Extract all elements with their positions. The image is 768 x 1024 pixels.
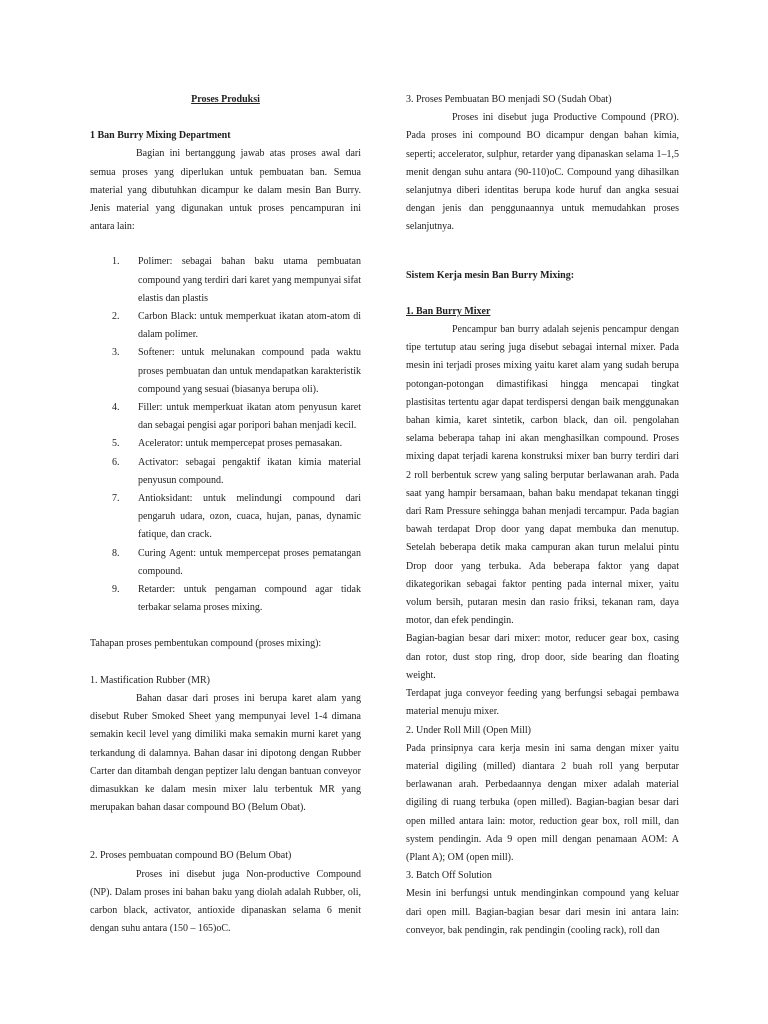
mixer-paragraph: Pencampur ban burry adalah sejenis pencampur dengan tipe tertutup atau sering juga disebut sebagai internal mixer. Pada mesin ini terjadi proses mixing yaitu karet alam yang sudah berupa potongan-potongan dimastifikasi hingga mencapai tingkat plastisitas tertentu agar dapat terdispersi dengan baik menggunakan bahan kimia, karet sintetik, carbon black, dan oil. pengolahan selama beberapa tahap ini akan menghasilkan compound. Proses mixing dapat terjadi karena konstruksi mixer ban burry terdiri dari 2 roll berbentuk screw yang saling berputar berlawanan arah. Pada saat yang hampir bersamaan, bahan baku mendapat tekanan tinggi dari Ram Pressure sehingga bahan menjadi tercampur. Pada bagian bawah terdapat Drop door yang dapat membuka dan menutup. Setelah beberapa detik maka campuran akan turun melalui pintu Drop door yang terbuka. Ada beberapa faktor yang dapat dikategorikan sebagai faktor penting pada internal mixer, yaitu volum bersih, putaran mesin dan rasio friksi, tekanan ram, daya motor, dan efek pendingin. (406, 324, 679, 627)
list-number: 9. (112, 584, 120, 596)
list-text: Polimer: sebagai bahan baku utama pembuatan compound yang terdiri dari karet yang mempunyai sifat elastis dan plastis (138, 256, 361, 304)
list-text: Filler: untuk memperkuat ikatan atom penyusun karet dan sebagai pengisi agar poripori bahan menjadi kecil. (138, 402, 361, 432)
list-item (90, 253, 361, 308)
list-number: 8. (112, 547, 120, 559)
conveyor-paragraph: Terdapat juga conveyor feeding yang berfungsi sebagai pembawa material menuju mixer. (406, 688, 679, 718)
list-number: 4. (112, 402, 120, 414)
list-item (90, 399, 361, 435)
bo-heading: 2. Proses pembuatan compound BO (Belum Obat) (90, 850, 292, 862)
list-number: 5. (112, 438, 120, 450)
list-text: Acelerator: untuk mempercepat proses pemasakan. (138, 438, 343, 450)
list-text: Curing Agent: untuk mempercepat proses pematangan compound. (138, 547, 361, 577)
so-paragraph: Proses ini disebut juga Productive Compound (PRO). Pada proses ini compound BO dicampur dengan bahan kimia, seperti; accelerator, sulphur, retarder yang dipanaskan selama 1–1,5 menit dengan suhu antara (90-110)oC. Compound yang dihasilkan selanjutnya diberi identitas berupa kode huruf dan angka sesuai dengan jenis dan penggunaannya untuk memudahkan proses selanjutnya. (406, 112, 679, 233)
mr-heading: 1. Mastification Rubber (MR) (90, 674, 210, 686)
list-item (90, 435, 361, 453)
mixer-heading: 1. Ban Burry Mixer (406, 305, 491, 317)
list-text: Antioksidant: untuk melindungi compound dari pengaruh udara, ozon, cuaca, hujan, panas, dynamic fatique, dan crack. (138, 493, 361, 541)
list-number: 3. (112, 347, 120, 359)
page-title: Proses Produksi (191, 94, 260, 105)
list-item (90, 308, 361, 344)
bo-paragraph: Proses ini disebut juga Non-productive Compound (NP). Dalam proses ini bahan baku yang diolah adalah Rubber, oli, carbon black, activator, antioxide dipanaskan selama 6 menit dengan suhu antara (150 – 165)oC. (90, 868, 361, 935)
left-column (90, 91, 361, 938)
list-item (90, 454, 361, 490)
so-heading: 3. Proses Pembuatan BO menjadi SO (Sudah Obat) (406, 94, 612, 105)
list-item (90, 490, 361, 545)
list-number: 1. (112, 256, 120, 268)
roll-paragraph: Pada prinsipnya cara kerja mesin ini sama dengan mixer yaitu material digiling (milled) diantara 2 buah roll yang berputar berlawanan arah. Perbedaannya dengan mixer adalah material digiling di ruang terbuka (open milled). Bagian-bagian besar dari open milled antara lain: motor, reduction gear box, roll mill, dan system pendingin. Ada 9 open mill dengan penamaan AOM: A (Plant A); OM (open mill). (406, 742, 679, 863)
right-column (406, 91, 679, 940)
list-text: Retarder: untuk pengaman compound agar tidak terbakar selama proses mixing. (138, 584, 361, 614)
list-item (90, 545, 361, 581)
intro-paragraph: Bagian ini bertanggung jawab atas proses awal dari semua proses yang diperlukan untuk pembuatan ban. Semua material yang dibutuhkan dicampur ke dalam mesin Ban Burry. Jenis material yang digunakan untuk proses pencampuran ini antara lain: (90, 148, 361, 233)
list-item (90, 581, 361, 617)
mr-paragraph: Bahan dasar dari proses ini berupa karet alam yang disebut Ruber Smoked Sheet yang mempunyai level 1-4 dimana semakin kecil level yang dimiliki maka semakin murni karet yang terkandung di dalamnya. Bahan dasar ini dipotong dengan Rubber Carter dan ditambah dengan peptizer lalu dengan bantuan conveyor dimasukkan ke dalam mesin mixer lalu terbentuk MR yang merupakan bahan dasar compound BO (Belum Obat). (90, 692, 361, 814)
list-number: 2. (112, 311, 120, 323)
list-text: Carbon Black: untuk memperkuat ikatan atom-atom di dalam polimer. (138, 311, 361, 341)
sistem-heading: Sistem Kerja mesin Ban Burry Mixing: (406, 269, 575, 281)
batch-heading: 3. Batch Off Solution (406, 870, 492, 882)
roll-heading: 2. Under Roll Mill (Open Mill) (406, 724, 531, 736)
section-heading: 1 Ban Burry Mixing Department (90, 130, 231, 142)
list-text: Activator: sebagai pengaktif ikatan kimia material penyusun compound. (138, 456, 361, 486)
batch-paragraph: Mesin ini berfungsi untuk mendinginkan compound yang keluar dari open mill. Bagian-bagian besar dari mesin ini antara lain: conveyor, bak pendingin, rak pendingin (cooling rack), roll dan (406, 888, 679, 936)
material-list (90, 253, 361, 617)
tahapan-heading: Tahapan proses pembentukan compound (proses mixing): (90, 638, 322, 650)
list-text: Softener: untuk melunakan compound pada waktu proses pembuatan dan untuk mendapatkan karakteristik compound yang sesuai (biasanya berupa oli). (138, 347, 361, 395)
list-number: 7. (112, 493, 120, 505)
list-item (90, 344, 361, 399)
list-number: 6. (112, 456, 120, 468)
mixer-parts-paragraph: Bagian-bagian besar dari mixer: motor, reducer gear box, casing dan rotor, dust stop ring, drop door, side bearing dan floating weight. (406, 633, 679, 681)
